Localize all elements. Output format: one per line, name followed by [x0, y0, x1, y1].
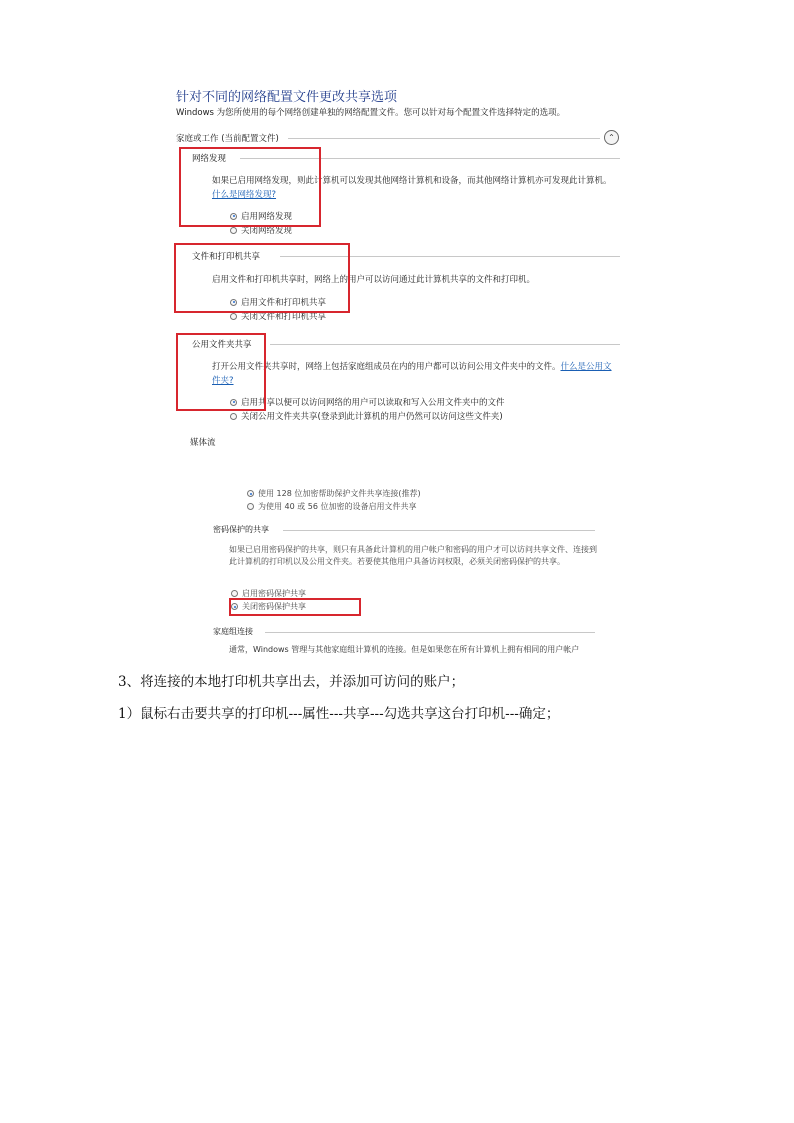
intro-text: Windows 为您所使用的每个网络创建单独的网络配置文件。您可以针对每个配置文件选择特定的选项。 [176, 108, 566, 118]
password-sharing-on-option[interactable]: 启用密码保护共享 [231, 588, 306, 599]
homegroup-connection-title: 家庭组连接 [213, 627, 253, 636]
password-sharing-off-option[interactable]: 关闭密码保护共享 [231, 601, 306, 612]
radio-unselected-icon[interactable] [230, 413, 237, 420]
network-discovery-title: 网络发现 [192, 154, 227, 164]
public-folder-sharing-on-option[interactable]: 启用共享以便可以访问网络的用户可以读取和写入公用文件夹中的文件 [230, 396, 505, 408]
encryption-128-option[interactable]: 使用 128 位加密帮助保护文件共享连接(推荐) [247, 488, 421, 499]
highlight-box-network-discovery [179, 147, 321, 227]
sharing-options-screenshot [170, 82, 630, 452]
network-discovery-help-link[interactable]: 什么是网络发现? [212, 190, 277, 200]
divider [265, 632, 595, 633]
public-folder-sharing-title: 公用文件夹共享 [192, 340, 252, 350]
media-streaming-title-cut: 媒体流 [190, 438, 216, 448]
network-discovery-desc: 如果已启用网络发现，则此计算机可以发现其他网络计算机和设备，而其他网络计算机亦可发现此计算机。什么是网络发现? [212, 176, 612, 200]
highlight-box-password-off [229, 598, 361, 616]
profile-group-header: 家庭或工作 (当前配置文件) [176, 134, 279, 144]
divider [288, 138, 600, 139]
step-3-1-paragraph: 1）鼠标右击要共享的打印机---属性---共享---勾选共享这台打印机---确定； [118, 706, 560, 722]
file-printer-sharing-off-option[interactable]: 关闭文件和打印机共享 [230, 310, 326, 322]
collapse-chevron-icon[interactable]: ⌃ [604, 130, 619, 145]
radio-unselected-icon[interactable] [247, 503, 254, 510]
divider [270, 344, 620, 345]
public-folder-help-link[interactable]: 什么是公用文件夹? [212, 362, 612, 386]
encryption-40-56-option[interactable]: 为使用 40 或 56 位加密的设备启用文件共享 [247, 501, 417, 512]
public-folder-sharing-desc: 打开公用文件夹共享时，网络上包括家庭组成员在内的用户都可以访问公用文件夹中的文件。什么是公用文件夹? [212, 362, 612, 386]
password-sharing-desc: 如果已启用密码保护的共享，则只有具备此计算机的用户帐户和密码的用户才可以访问共享文件、连接到此计算机的打印机以及公用文件夹。若要使其他用户具备访问权限，必须关闭密码保护的共享。 [229, 545, 597, 566]
public-folder-sharing-off-option[interactable]: 关闭公用文件夹共享(登录到此计算机的用户仍然可以访问这些文件夹) [230, 410, 503, 422]
file-printer-sharing-on-option[interactable]: 启用文件和打印机共享 [230, 296, 326, 308]
password-sharing-title: 密码保护的共享 [213, 525, 269, 534]
divider [283, 530, 595, 531]
highlight-box-file-printer [174, 243, 350, 313]
network-discovery-off-option[interactable]: 关闭网络发现 [230, 224, 292, 236]
password-sharing-screenshot [205, 484, 605, 652]
highlight-box-public-folder [176, 333, 266, 411]
step-3-paragraph: 3、将连接的本地打印机共享出去，并添加可访问的账户； [118, 674, 465, 690]
page-title: 针对不同的网络配置文件更改共享选项 [176, 90, 398, 105]
radio-unselected-icon[interactable] [230, 227, 237, 234]
radio-selected-icon[interactable] [247, 490, 254, 497]
radio-unselected-icon[interactable] [230, 313, 237, 320]
network-discovery-on-option[interactable]: 启用网络发现 [230, 210, 292, 222]
file-printer-sharing-title: 文件和打印机共享 [192, 252, 261, 262]
file-printer-sharing-desc: 启用文件和打印机共享时，网络上的用户可以访问通过此计算机共享的文件和打印机。 [212, 275, 536, 285]
radio-unselected-icon[interactable] [231, 590, 238, 597]
homegroup-desc-cut: 通常，Windows 管理与其他家庭组计算机的连接。但是如果您在所有计算机上拥有相同的用户帐户 [229, 645, 580, 654]
